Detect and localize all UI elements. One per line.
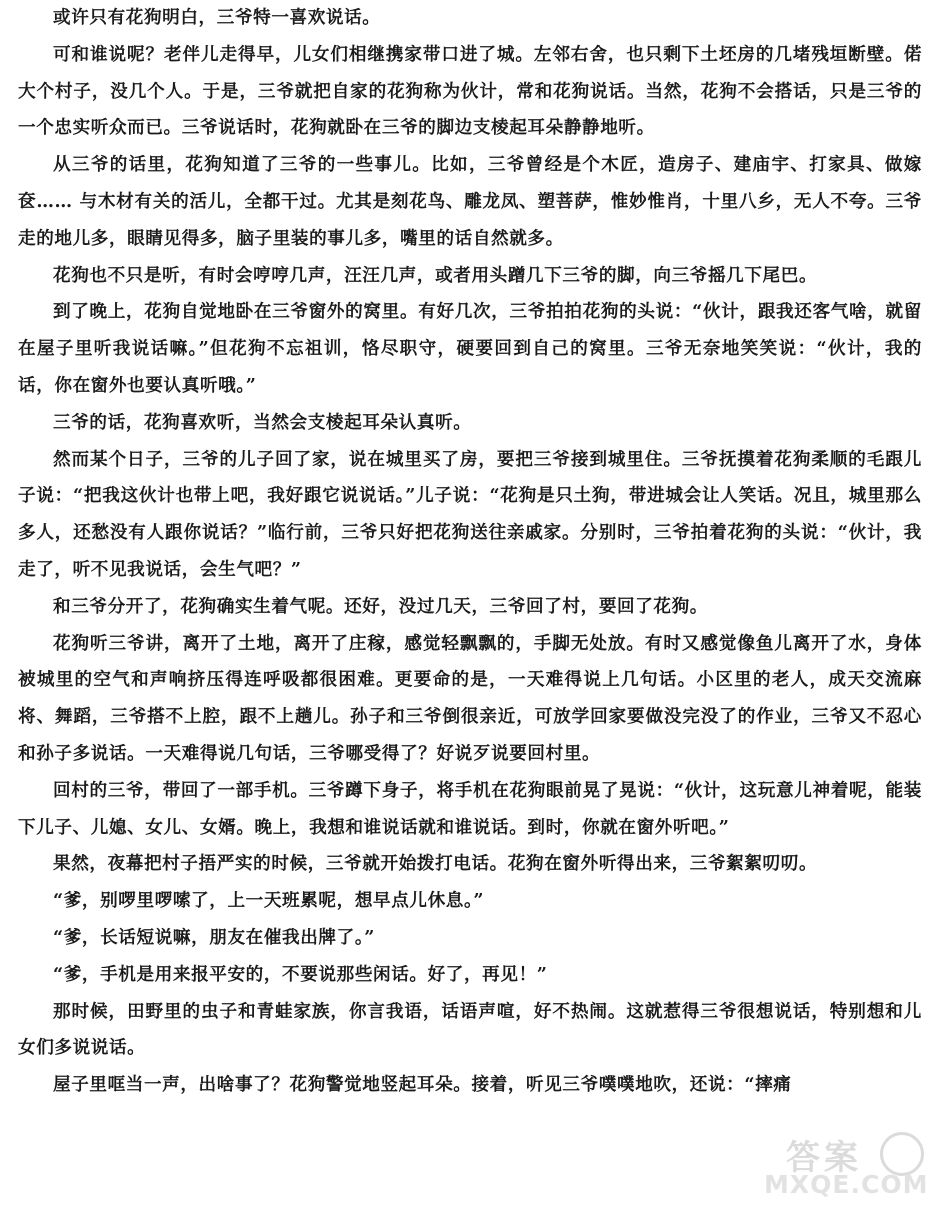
paragraph: 那时候，田野里的虫子和青蛙家族，你言我语，话语声喧，好不热闹。这就惹得三爷很想说话，特别想和儿女们多说说话。 [18, 1000, 922, 1059]
paragraph: 回村的三爷，带回了一部手机。三爷蹲下身子，将手机在花狗眼前晃了晃说：“伙计，这玩意儿神着呢，能装下儿子、儿媳、女儿、女婿。晚上，我想和谁说话就和谁说话。到时，你就在窗外听吧。” [18, 779, 922, 838]
paragraph: 和三爷分开了，花狗确实生着气呢。还好，没过几天，三爷回了村，要回了花狗。 [53, 595, 708, 617]
watermark-bottom-text: MXQE.COM [764, 1170, 929, 1199]
paragraph: “爹，长话短说嘛，朋友在催我出牌了。” [53, 926, 375, 948]
paragraph: 果然，夜幕把村子捂严实的时候，三爷就开始拨打电话。花狗在窗外听得出来，三爷絮絮叨叨。 [53, 853, 818, 875]
article-body [18, 0, 922, 1104]
paragraph: 可和谁说呢？老伴儿走得早，儿女们相继携家带口进了城。左邻右舍，也只剩下土坯房的几堵残垣断壁。偌大个村子，没几个人。于是，三爷就把自家的花狗称为伙计，常和花狗说话。当然，花狗不会搭话，只是三爷的一个忠实听众而已。三爷说话时，花狗就卧在三爷的脚边支棱起耳朵静静地听。 [18, 43, 922, 139]
paragraph: 三爷的话，花狗喜欢听，当然会支棱起耳朵认真听。 [53, 411, 472, 433]
paragraph: 花狗也不只是听，有时会哼哼几声，汪汪几声，或者用头蹭几下三爷的脚，向三爷摇几下尾巴。 [53, 264, 818, 286]
watermark-logo [740, 1130, 929, 1200]
paragraph: 或许只有花狗明白，三爷特一喜欢说话。 [53, 7, 381, 28]
paragraph: 从三爷的话里，花狗知道了三爷的一些事儿。比如，三爷曾经是个木匠，造房子、建庙宇、打家具、做嫁奁…… 与木材有关的活儿，全都干过。尤其是刻花鸟、雕龙凤、塑菩萨，惟妙惟肖，十里八乡，无人不夸。三爷走的地儿多，眼睛见得多，脑子里装的事儿多，嘴里的话自然就多。 [18, 154, 922, 249]
paragraph: 然而某个日子，三爷的儿子回了家，说在城里买了房，要把三爷接到城里住。三爷抚摸着花狗柔顺的毛跟儿子说：“把我这伙计也带上吧，我好跟它说说话。”儿子说：“花狗是只土狗，带进城会让人笑话。况且，城里那么多人，还愁没有人跟你说话？”临行前，三爷只好把花狗送往亲戚家。分别时，三爷拍着花狗的头说：“伙计，我走了，听不见我说话，会生气吧？” [18, 448, 922, 580]
paragraph: 到了晚上，花狗自觉地卧在三爷窗外的窝里。有好几次，三爷拍拍花狗的头说：“伙计，跟我还客气啥，就留在屋子里听我说话嘛。”但花狗不忘祖训，恪尽职守，硬要回到自己的窝里。三爷无奈地笑笑说：“伙计，我的话，你在窗外也要认真听哦。” [18, 301, 922, 396]
paragraph: “爹，别啰里啰嗦了，上一天班累呢，想早点儿休息。” [53, 890, 485, 912]
paragraph: 屋子里哐当一声，出啥事了？花狗警觉地竖起耳朵。接着，听见三爷噗噗地吹，还说：“摔痛 [53, 1074, 792, 1096]
watermark-top-text: 答案 [786, 1138, 862, 1178]
paragraph: “爹，手机是用来报平安的，不要说那些闲话。好了，再见！” [53, 963, 548, 985]
paragraph: 花狗听三爷讲，离开了土地，离开了庄稼，感觉轻飘飘的，手脚无处放。有时又感觉像鱼儿离开了水，身体被城里的空气和声响挤压得连呼吸都很困难。更要命的是，一天难得说上几句话。小区里的老人，成天交流麻将、舞蹈，三爷搭不上腔，跟不上趟儿。孙子和三爷倒很亲近，可放学回家要做没完没了的作业，三爷又不忍心和孙子多说话。一天难得说几句话，三爷哪受得了？好说歹说要回村里。 [18, 632, 922, 764]
